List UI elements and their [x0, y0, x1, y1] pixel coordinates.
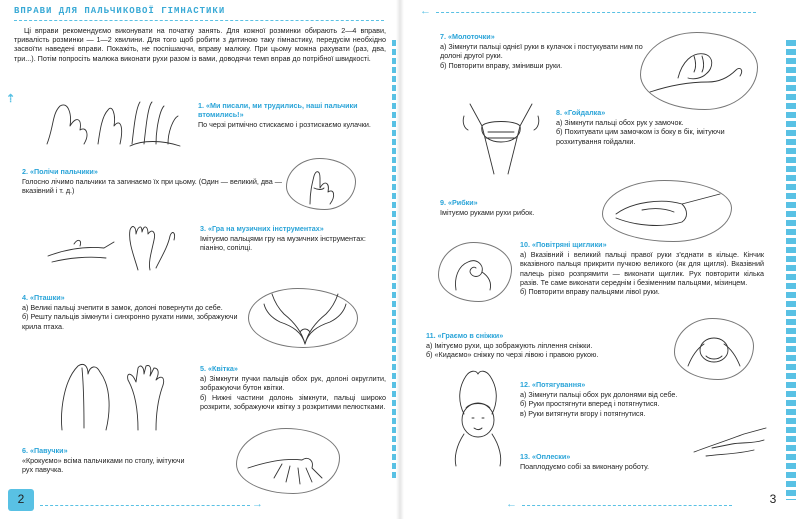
page-number: 3: [769, 492, 777, 507]
exercise-8: [556, 108, 756, 146]
exercise-title: 2. «Полічи пальчики»: [22, 167, 98, 176]
swing-hands-illustration: [460, 96, 542, 176]
left-page: [0, 0, 398, 519]
page-number: 2: [8, 489, 34, 511]
exercise-text: а) Зімкнути пальці однієї руки в кулачок і постукувати ним по долоні другої руки. б) Повторити вправу, змінивши руки.: [440, 42, 643, 70]
exercise-3: [200, 224, 385, 253]
flick-hand-illustration: [448, 250, 502, 294]
stretching-child-illustration: [436, 368, 520, 468]
exercise-5: [200, 364, 386, 411]
footer-divider: [522, 505, 732, 506]
hands-fists-illustration: [42, 96, 192, 148]
arrow-left-icon: ←: [420, 5, 431, 17]
exercise-2: [22, 167, 287, 196]
exercise-text: Поаплодуємо собі за виконану роботу.: [520, 462, 650, 472]
exercise-title: 5. «Квітка»: [200, 364, 238, 373]
exercise-text: По черзі ритмічно стискаємо і розтискаємо кулачки.: [198, 120, 371, 130]
exercise-title: 13. «Оплески»: [520, 452, 571, 461]
header-divider: [14, 20, 384, 21]
arrow-icon: ⇡: [6, 93, 16, 105]
exercise-title: 7. «Молоточки»: [440, 32, 495, 41]
exercise-text: а) Зімкнути пальці обох рук долонями від себе. б) Руки простягнути вперед і потягнутися. в) Руки витягнути вгору і потягнутися.: [520, 390, 678, 418]
exercise-title: 12. «Потягування»: [520, 380, 586, 389]
exercise-text: а) Зімкнути пальці обох рук у замочок. б) Похитувати цим замочком із боку в бік, імітуючи розхитування гойдалки.: [556, 118, 725, 146]
exercise-text: Імітуємо руками рухи рибок.: [440, 208, 535, 218]
hand-counting-illustration: [300, 162, 344, 206]
flower-hands-illustration: [42, 360, 192, 432]
exercise-title: 11. «Граємо в сніжки»: [426, 331, 504, 340]
exercise-title: 8. «Гойдалка»: [556, 108, 606, 117]
spider-hand-illustration: [246, 438, 332, 488]
exercise-title: 1. «Ми писали, ми трудились, наші пальчики втомились!»: [198, 101, 358, 120]
exercise-12: [520, 380, 720, 418]
intro-paragraph: Ці вправи рекомендуємо виконувати на початку занять. Для кожної розминки обирають 2—4 вправи, тривалість розминки — 1—2 хвилини. Для того щоб робити з дитиною таку гімнастику, передусім необхідно засвоїти наведені вправи. Покажіть, не поспішаючи, вправу малюку. При цьому можна рахувати (раз, два, три...). Потім попросіть малюка виконати рухи разом із вами, доводячи темп вправ до потрібної швидкості.: [14, 26, 386, 63]
page-header: ВПРАВИ ДЛЯ ПАЛЬЧИКОВОЇ ГІМНАСТИКИ: [14, 6, 226, 16]
exercise-text: «Крокуємо» всіма пальчиками по столу, імітуючи рух павучка.: [22, 456, 185, 475]
exercise-title: 6. «Павучки»: [22, 446, 68, 455]
exercise-title: 4. «Пташки»: [22, 293, 65, 302]
right-page: [402, 0, 800, 519]
page-edge-decoration: [786, 40, 796, 500]
exercise-title: 10. «Повітряні щиглики»: [520, 240, 607, 249]
exercise-9: [440, 198, 600, 217]
music-instruments-illustration: [44, 216, 194, 272]
exercise-text: Імітуємо пальцями гру на музичних інструментах: піаніно, сопілці.: [200, 234, 366, 253]
bird-hands-illustration: [262, 292, 348, 346]
exercise-13: [520, 452, 710, 471]
exercise-text: а) Імітуємо рухи, що зображують ліплення сніжки. б) «Кидаємо» сніжку по черзі лівою і правою рукою.: [426, 341, 599, 360]
fish-hands-illustration: [612, 190, 724, 234]
snowball-hands-illustration: [684, 326, 744, 372]
exercise-title: 9. «Рибки»: [440, 198, 478, 207]
header-divider: [436, 12, 756, 13]
hammer-hands-illustration: [648, 42, 752, 100]
clapping-hands-illustration: [692, 418, 770, 464]
exercise-title: 3. «Гра на музичних інструментах»: [200, 224, 324, 233]
exercise-6: [22, 446, 192, 475]
exercise-7: [440, 32, 650, 70]
arrow-left-icon: ←: [506, 498, 517, 510]
exercise-4: [22, 293, 242, 331]
exercise-10: [520, 240, 764, 296]
exercise-text: а) Великі пальці зчепити в замок, долоні повернути до себе. б) Решту пальців зімкнути і синхронно рухати ними, зображуючи крила птаха.: [22, 303, 238, 331]
arrow-right-icon: →: [252, 498, 263, 510]
exercise-11: [426, 331, 656, 360]
footer-divider: [40, 505, 250, 506]
exercise-text: а) Зімкнути пучки пальців обох рук, долоні округлити, зображуючи бутон квітки. б) Нижні частини долонь зімкнути, пальці широко розкрити, зображуючи квітку з розкритими пелюстками.: [200, 374, 386, 411]
exercise-text: а) Вказівний і великий пальці правої руки з'єднати в кільце. Кінчик вказівного пальця прикрити пучкою великого (як для щигля). Вказівний палець різко розпрямити — виконати щиглик. Рух повторити кілька разів. Те саме виконати середнім і безіменним пальцями, мізинцем. б) Повторити вправу пальцями лівої руки.: [520, 250, 764, 297]
exercise-1: [198, 101, 383, 130]
exercise-text: Голосно лічимо пальчики та загинаємо їх при цьому. (Один — великий, два — вказівний і т. д.): [22, 177, 282, 196]
